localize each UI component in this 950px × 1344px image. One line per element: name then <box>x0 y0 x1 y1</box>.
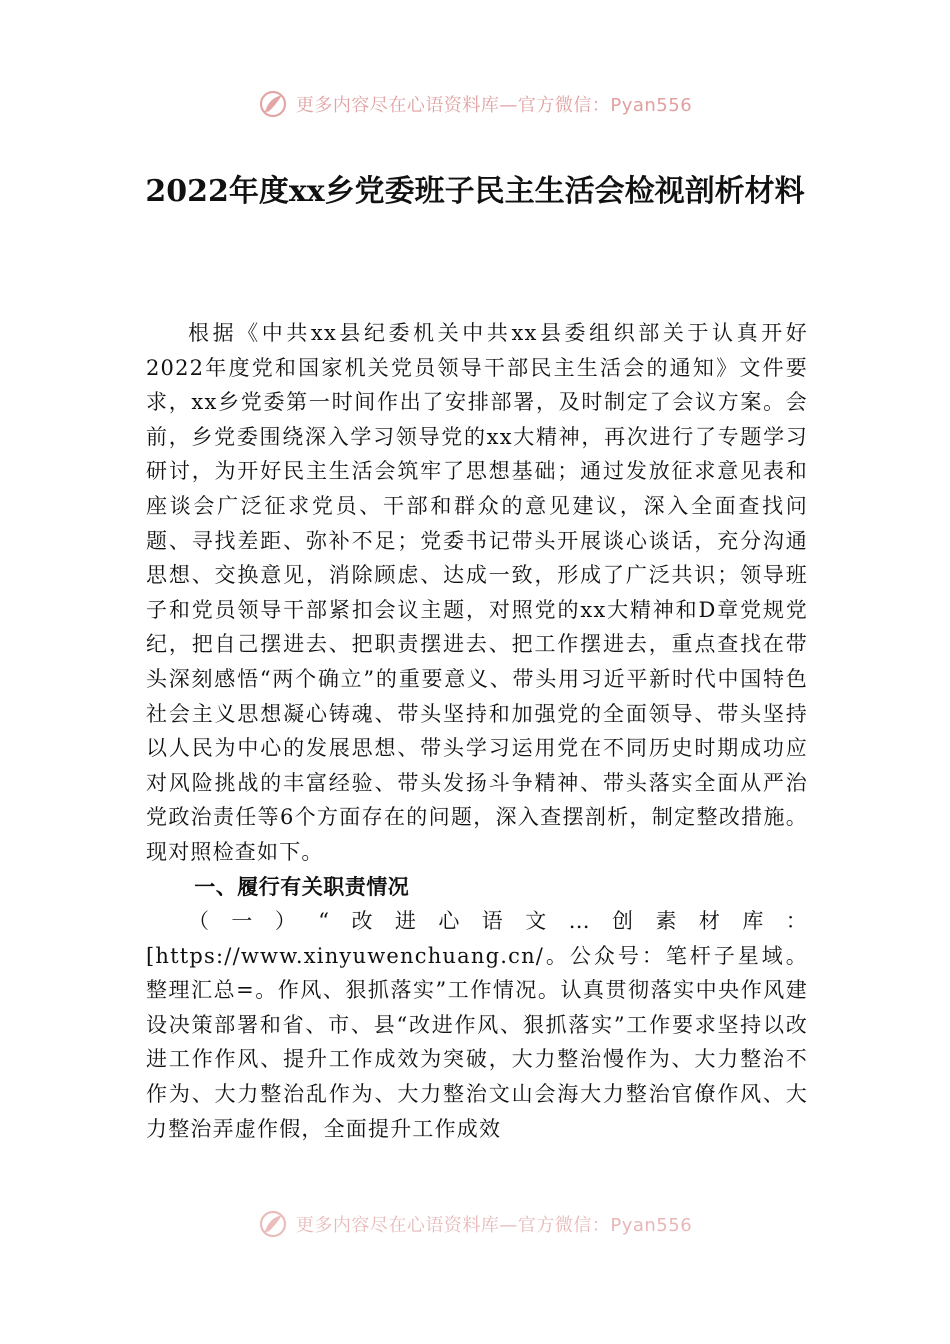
section-heading: 一、履行有关职责情况 <box>194 874 410 899</box>
intro-paragraph: 根据《中共xx县纪委机关中共xx县委组织部关于认真开好2022年度党和国家机关党员领导干部民主生活会的通知》文件要求，xx乡党委第一时间作出了安排部署，及时制定了会议方案。会前，乡党委围绕深入学习领导党的xx大精神，再次进行了专题学习研讨，为开好民主生活会筑牢了思想基础；通过发放征求意见表和座谈会广泛征求党员、干部和群众的意见建议，深入全面查找问题、寻找差距、弥补不足；党委书记带头开展谈心谈话，充分沟通思想、交换意见，消除顾虑、达成一致，形成了广泛共识；领导班子和党员领导干部紧扣会议主题，对照党的xx大精神和D章党规党纪，把自己摆进去、把职责摆进去、把工作摆进去，重点查找在带头深刻感悟“两个确立”的重要意义、带头用习近平新时代中国特色社会主义思想凝心铸魂、带头坚持和加强党的全面领导、带头坚持以人民为中心的发展思想、带头学习运用党在不同历史时期成功应对风险挑战的丰富经验、带头发扬斗争精神、带头落实全面从严治党政治责任等6个方面存在的问题，深入查摆剖析，制定整改措施。现对照检查如下。 <box>146 321 808 864</box>
document-title: 2022年度xx乡党委班子民主生活会检视剖析材料 <box>145 174 805 209</box>
header-watermark <box>0 84 950 124</box>
watermark-text: 更多内容尽在心语资料库—官方微信：Pyan556 <box>295 1215 693 1236</box>
logo-icon <box>258 1209 288 1239</box>
section-paragraph: （一）“改进心语文…创素材库：[https://www.xinyuwenchuang.cn/。公众号：笔杆子星域。整理汇总=。作风、狠抓落实”工作情况。认真贯彻落实中央作风建设决策部署和省、市、县“改进作风、狠抓落实”工作要求坚持以改进工作作风、提升工作成效为突破，大力整治慢作为、大力整治不作为、大力整治乱作为、大力整治文山会海大力整治官僚作风、大力整治弄虚作假，全面提升工作成效 <box>146 909 808 1141</box>
document-body <box>146 316 808 1146</box>
footer-watermark <box>0 1204 950 1244</box>
logo-icon <box>258 89 288 119</box>
watermark-text: 更多内容尽在心语资料库—官方微信：Pyan556 <box>295 95 693 116</box>
document-body-area <box>140 316 820 1216</box>
